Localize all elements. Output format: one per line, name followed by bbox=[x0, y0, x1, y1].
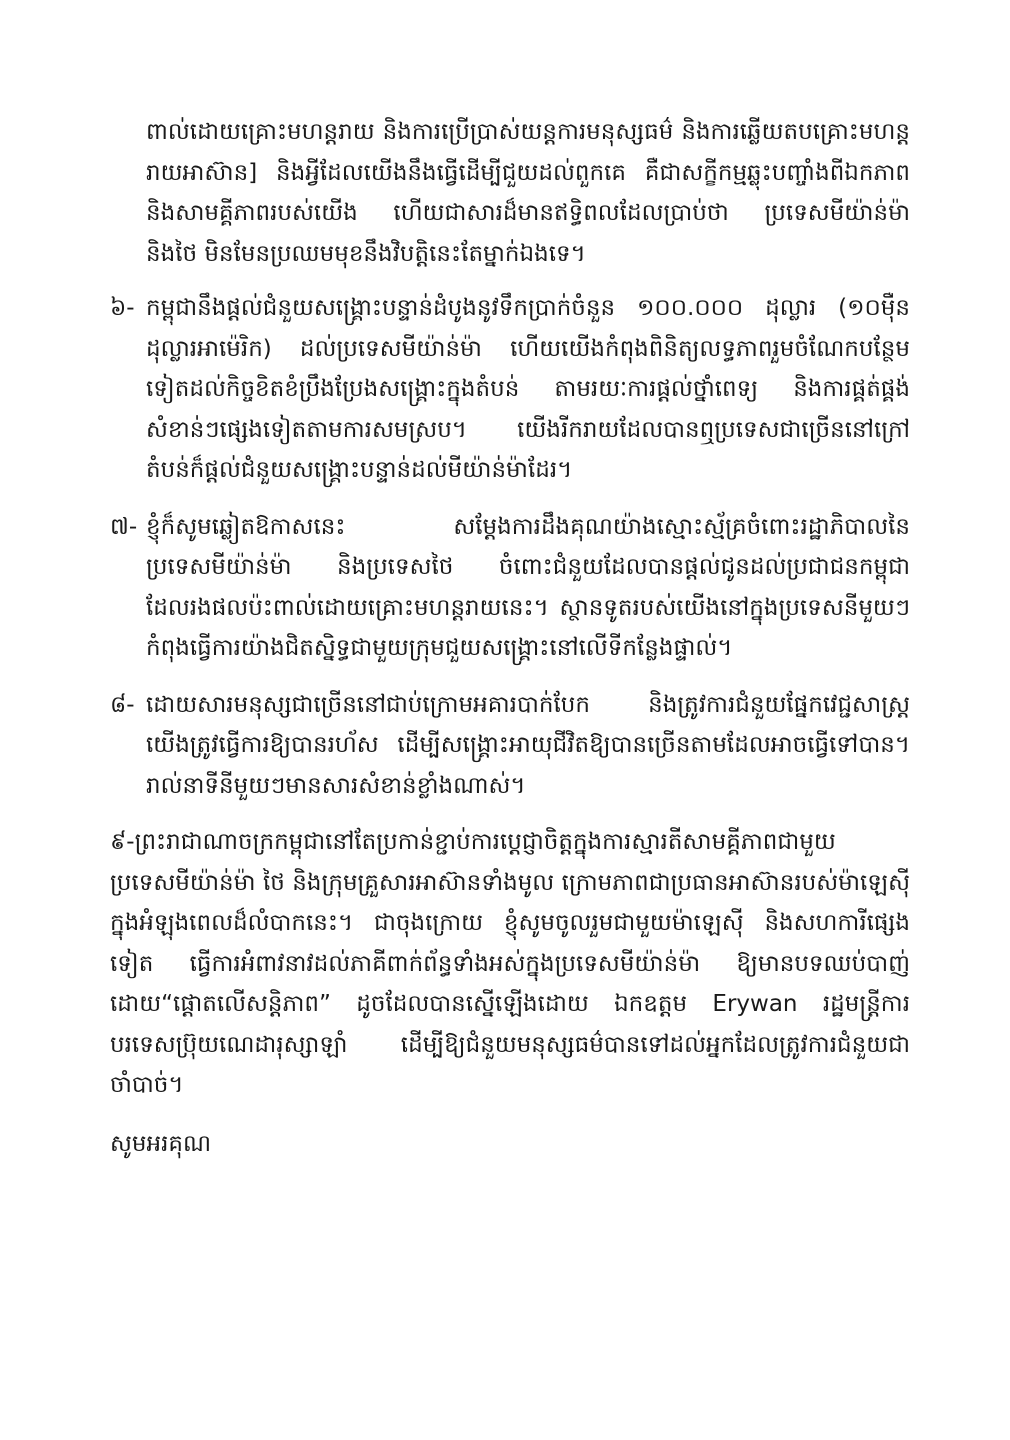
closing-line: សូមអរគុណ bbox=[110, 1130, 212, 1157]
list-item-6 bbox=[110, 288, 910, 491]
intro-paragraph: ពាល់ដោយគ្រោះមហន្តរាយ និងការប្រើប្រាស់យន្តការមនុស្សធម៌ និងការឆ្លើយតបគ្រោះមហន្តរាយអាស៊ាន] និងអ្វីដែលយើងនឹងធ្វើដើម្បីជួយដល់ពួកគេ គឺជាសក្ខីកម្មឆ្លុះបញ្ចាំងពីឯកភាព និងសាមគ្គីភាពរបស់យើង ហើយជាសារដ៏មានឥទ្ធិពលដែលប្រាប់ថា ប្រទេសមីយ៉ាន់ម៉ា និងថៃ មិនមែនប្រឈមមុខនឹងវិបត្តិនេះតែម្នាក់ឯងទេ។ bbox=[146, 119, 910, 267]
document-body bbox=[110, 112, 910, 1164]
item-text: ខ្ញុំក៏សូមឆ្លៀតឱកាសនេះ សម្តែងការដឹងគុណយ៉ាងស្មោះស្ម័គ្រចំពោះរដ្ឋាភិបាលនៃប្រទេសមីយ៉ាន់ម៉ា និងប្រទេសថៃ ចំពោះជំនួយដែលបានផ្តល់ជូនដល់ប្រជាជនកម្ពុជា ដែលរងផលប៉ះពាល់ដោយគ្រោះមហន្តរាយនេះ។ ស្ថានទូតរបស់យើងនៅក្នុងប្រទេសនីមួយៗ កំពុងធ្វើការយ៉ាងជិតស្និទ្ធជាមួយក្រុមជួយសង្គ្រោះនៅលើទីកន្លែងផ្ទាល់។ bbox=[146, 513, 910, 661]
item-text: ដោយសារមនុស្សជាច្រើននៅជាប់ក្រោមអគារបាក់បែក និងត្រូវការជំនួយផ្នែកវេជ្ជសាស្ត្រ យើងត្រូវធ្វើការឱ្យបានរហ័ស ដើម្បីសង្គ្រោះអាយុជីវិតឱ្យបានច្រើនតាមដែលអាចធ្វើទៅបាន។ រាល់នាទីនីមួយៗមានសារសំខាន់ខ្លាំងណាស់។ bbox=[146, 691, 910, 799]
item-text: កម្ពុជានឹងផ្តល់ជំនួយសង្គ្រោះបន្ទាន់ដំបូងនូវទឹកប្រាក់ចំនួន ១០០.០០០ ដុល្លារ (១០ម៉ឺនដុល្លារអាម៉េរិក) ដល់ប្រទេសមីយ៉ាន់ម៉ា ហើយយើងកំពុងពិនិត្យលទ្ធភាពរួមចំណែកបន្ថែមទៀតដល់កិច្ចខិតខំប្រឹងប្រែងសង្គ្រោះក្នុងតំបន់ តាមរយៈការផ្តល់ថ្នាំពេទ្យ និងការផ្គត់ផ្គង់សំខាន់ៗផ្សេងទៀតតាមការសមស្រប។ យើងរីករាយដែលបានឮប្រទេសជាច្រើននៅក្រៅតំបន់ក៏ផ្តល់ជំនួយសង្គ្រោះបន្ទាន់ដល់មីយ៉ាន់ម៉ាដែរ។ bbox=[146, 295, 910, 483]
item-number: ៦- bbox=[110, 295, 135, 321]
item-text: ព្រះរាជាណាចក្រកម្ពុជានៅតែប្រកាន់ខ្ជាប់ការប្តេជ្ញាចិត្តក្នុងការស្មារតីសាមគ្គីភាពជាមួយប្រទេសមីយ៉ាន់ម៉ា ថៃ និងក្រុមគ្រួសារអាស៊ានទាំងមូល ក្រោមភាពជាប្រធានអាស៊ានរបស់ម៉ាឡេស៊ី ក្នុងអំឡុងពេលដ៏លំបាកនេះ។ ជាចុងក្រោយ ខ្ញុំសូមចូលរួមជាមួយម៉ាឡេស៊ី និងសហការីផ្សេងទៀត ធ្វើការអំពាវនាវដល់ភាគីពាក់ព័ន្ធទាំងអស់ក្នុងប្រទេសមីយ៉ាន់ម៉ា ឱ្យមានបទឈប់បាញ់ ដោយ“ផ្តោតលើសន្តិភាព” ដូចដែលបានស្នើឡើងដោយ ឯកឧត្តម Erywan រដ្ឋមន្ត្រីការបរទេសប្រ៊ុយណេដារុស្សាឡាំ ដើម្បីឱ្យជំនួយមនុស្សធម៌បានទៅដល់អ្នកដែលត្រូវការជំនួយជាចាំបាច់។ bbox=[110, 829, 910, 1098]
item-number: ៧- bbox=[110, 513, 138, 540]
item-number: ៨- bbox=[110, 691, 135, 718]
list-item-9 bbox=[110, 822, 910, 1106]
list-item-8 bbox=[110, 685, 910, 807]
item-number: ៩- bbox=[110, 829, 135, 855]
list-item-7 bbox=[110, 507, 910, 669]
